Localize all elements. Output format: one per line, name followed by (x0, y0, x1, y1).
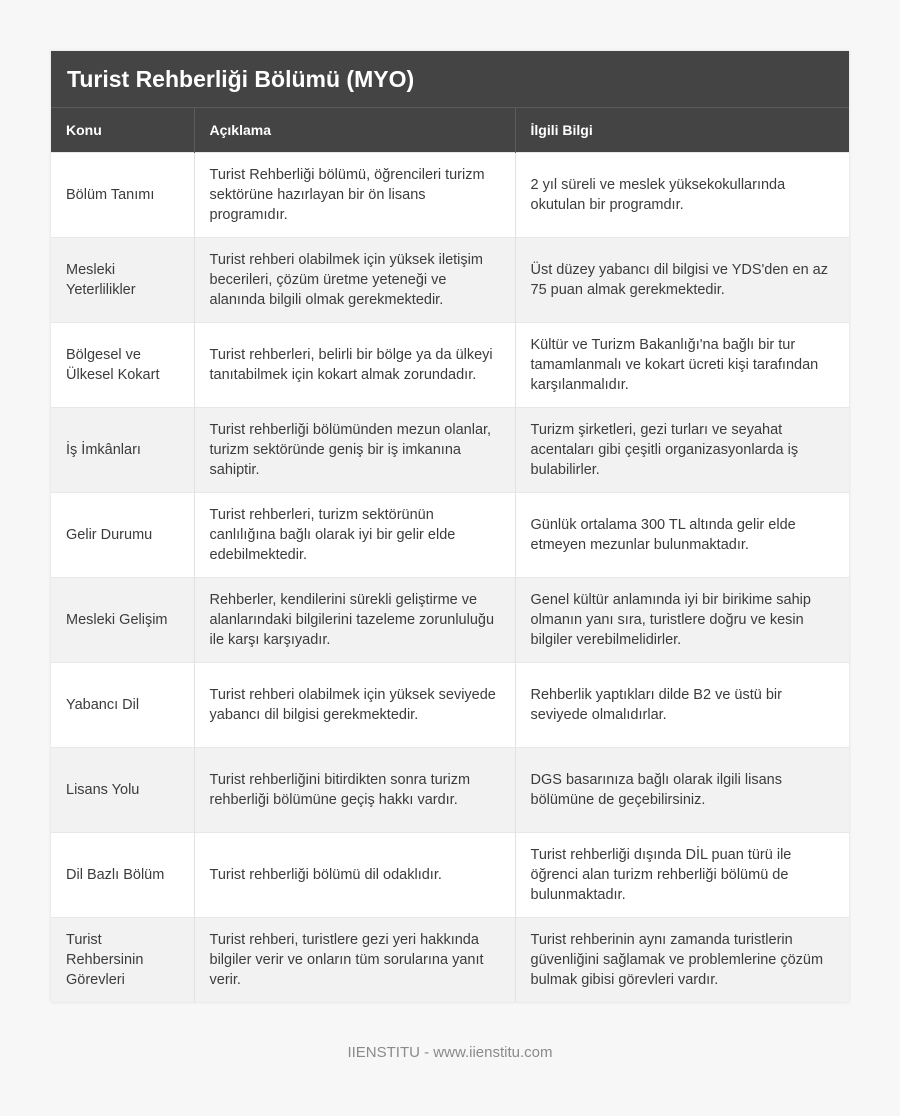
table-row (51, 407, 849, 492)
cell-description: Turist rehberi, turistlere gezi yeri hakkında bilgiler verir ve onların tüm sorularına yanıt verir. (194, 917, 515, 1002)
cell-info: Üst düzey yabancı dil bilgisi ve YDS'den en az 75 puan almak gerekmektedir. (515, 237, 849, 322)
cell-topic: Mesleki Yeterlilikler (51, 237, 194, 322)
table-card (51, 51, 849, 1002)
table-row (51, 152, 849, 237)
cell-description: Turist rehberliği bölümünden mezun olanlar, turizm sektöründe geniş bir iş imkanına sahiptir. (194, 407, 515, 492)
footer-credit: IIENSTITU - www.iienstitu.com (347, 1044, 553, 1061)
cell-description: Turist rehberliği bölümü dil odaklıdır. (194, 832, 515, 917)
table-row (51, 492, 849, 577)
cell-description: Turist rehberliğini bitirdikten sonra turizm rehberliği bölümüne geçiş hakkı vardır. (194, 747, 515, 832)
cell-info: DGS basarınıza bağlı olarak ilgili lisans bölümüne de geçebilirsiniz. (515, 747, 849, 832)
cell-description: Turist rehberi olabilmek için yüksek iletişim becerileri, çözüm üretme yeteneği ve alanında bilgili olmak gerekmektedir. (194, 237, 515, 322)
cell-topic: Yabancı Dil (51, 662, 194, 747)
cell-topic: Bölgesel ve Ülkesel Kokart (51, 322, 194, 407)
cell-topic: Lisans Yolu (51, 747, 194, 832)
table-row (51, 662, 849, 747)
header-row (51, 108, 849, 152)
cell-topic: Bölüm Tanımı (51, 152, 194, 237)
cell-info: Turist rehberinin aynı zamanda turistlerin güvenliğini sağlamak ve problemlerine çözüm bulmak gibisi görevleri vardır. (515, 917, 849, 1002)
cell-topic: Gelir Durumu (51, 492, 194, 577)
column-header-topic: Konu (51, 108, 194, 152)
cell-description: Rehberler, kendilerini sürekli geliştirme ve alanlarındaki bilgilerini tazeleme zorunluluğu ile karşı karşıyadır. (194, 577, 515, 662)
table-row (51, 322, 849, 407)
table-title: Turist Rehberliği Bölümü (MYO) (51, 51, 849, 108)
table-row (51, 237, 849, 322)
column-header-description: Açıklama (194, 108, 515, 152)
info-table (51, 108, 849, 1002)
cell-info: 2 yıl süreli ve meslek yüksekokullarında okutulan bir programdır. (515, 152, 849, 237)
table-row (51, 917, 849, 1002)
cell-topic: Turist Rehbersinin Görevleri (51, 917, 194, 1002)
cell-description: Turist rehberi olabilmek için yüksek seviyede yabancı dil bilgisi gerekmektedir. (194, 662, 515, 747)
column-header-info: İlgili Bilgi (515, 108, 849, 152)
table-row (51, 832, 849, 917)
cell-info: Turist rehberliği dışında DİL puan türü ile öğrenci alan turizm rehberliği bölümü de bulunmaktadır. (515, 832, 849, 917)
table-row (51, 747, 849, 832)
cell-description: Turist rehberleri, belirli bir bölge ya da ülkeyi tanıtabilmek için kokart almak zorundadır. (194, 322, 515, 407)
table-row (51, 577, 849, 662)
cell-description: Turist Rehberliği bölümü, öğrencileri turizm sektörüne hazırlayan bir ön lisans programıdır. (194, 152, 515, 237)
cell-description: Turist rehberleri, turizm sektörünün canlılığına bağlı olarak iyi bir gelir elde edebilmektedir. (194, 492, 515, 577)
cell-info: Günlük ortalama 300 TL altında gelir elde etmeyen mezunlar bulunmaktadır. (515, 492, 849, 577)
cell-info: Rehberlik yaptıkları dilde B2 ve üstü bir seviyede olmalıdırlar. (515, 662, 849, 747)
cell-info: Kültür ve Turizm Bakanlığı'na bağlı bir tur tamamlanmalı ve kokart ücreti kişi tarafından karşılanmalıdır. (515, 322, 849, 407)
cell-info: Turizm şirketleri, gezi turları ve seyahat acentaları gibi çeşitli organizasyonlarda iş bulabilirler. (515, 407, 849, 492)
cell-info: Genel kültür anlamında iyi bir birikime sahip olmanın yanı sıra, turistlere doğru ve kesin bilgiler verebilmelidirler. (515, 577, 849, 662)
cell-topic: Mesleki Gelişim (51, 577, 194, 662)
cell-topic: İş İmkânları (51, 407, 194, 492)
cell-topic: Dil Bazlı Bölüm (51, 832, 194, 917)
